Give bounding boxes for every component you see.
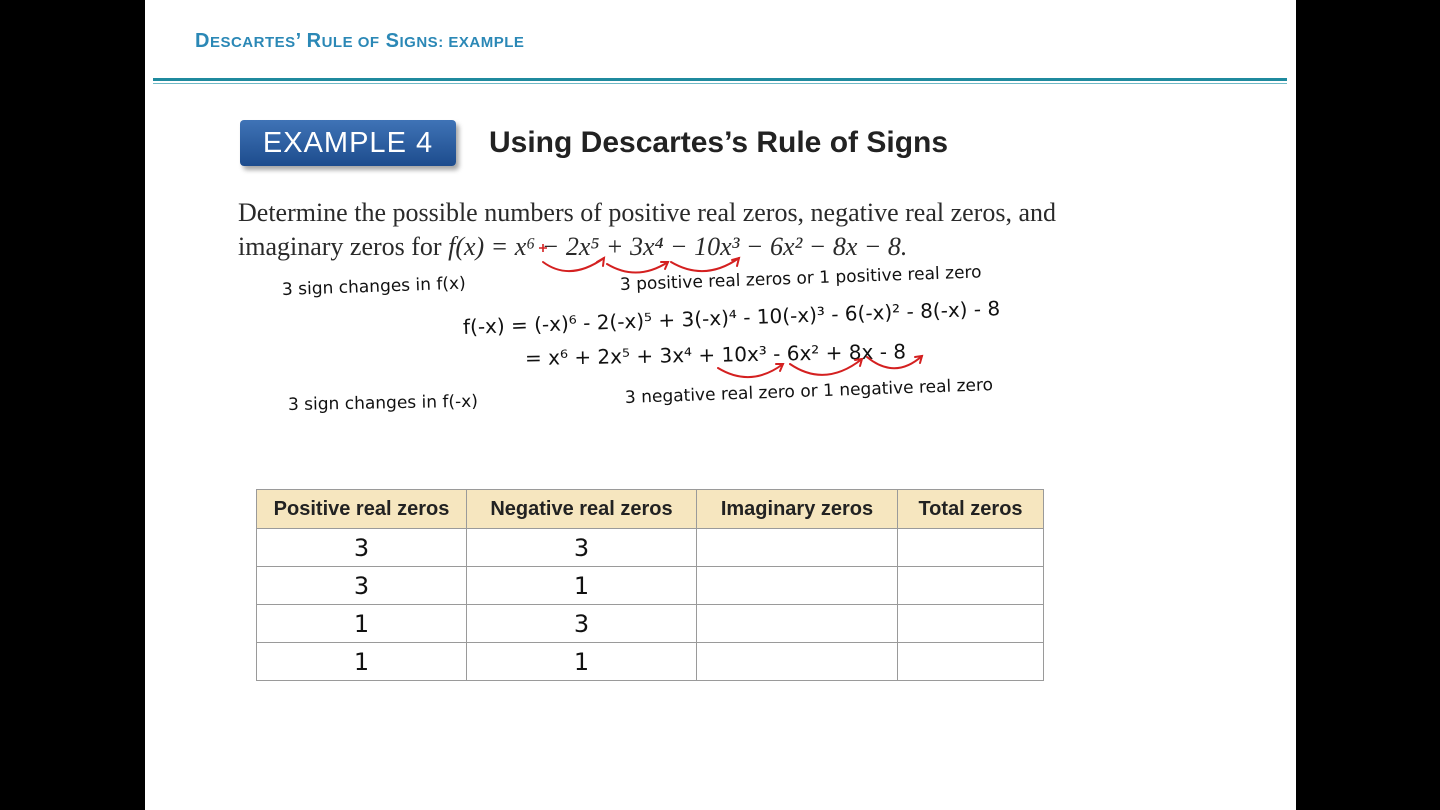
zeros-table bbox=[256, 489, 1044, 681]
cell-positive: 3 bbox=[257, 529, 467, 567]
cell-total bbox=[898, 605, 1044, 643]
cell-imaginary bbox=[697, 605, 898, 643]
cell-total bbox=[898, 529, 1044, 567]
handwritten-equation-simplified: = x⁶ + 2x⁵ + 3x⁴ + 10x³ - 6x² + 8x - 8 bbox=[524, 339, 907, 370]
title-part: D bbox=[195, 30, 210, 52]
handwritten-note-sign-changes-fx: 3 sign changes in f(x) bbox=[281, 273, 467, 300]
cell-imaginary bbox=[697, 529, 898, 567]
header-negative-real-zeros: Negative real zeros bbox=[467, 490, 697, 529]
cell-positive: 1 bbox=[257, 605, 467, 643]
polynomial: f(x) = x⁶ − 2x⁵ + 3x⁴ − 10x³ − 6x² − 8x − 8. bbox=[448, 232, 908, 261]
handwritten-equation-f-neg-x: f(-x) = (-x)⁶ - 2(-x)⁵ + 3(-x)⁴ - 10(-x)³ - 6(-x)² - 8(-x) - 8 bbox=[462, 296, 1001, 339]
cell-negative: 3 bbox=[467, 605, 697, 643]
cell-positive: 3 bbox=[257, 567, 467, 605]
problem-line-2 bbox=[238, 230, 1056, 264]
cell-imaginary bbox=[697, 643, 898, 681]
title-part: ESCARTES bbox=[209, 34, 296, 51]
problem-line-2-text: imaginary zeros for bbox=[238, 232, 449, 261]
example-title: Using Descartes’s Rule of Signs bbox=[489, 126, 949, 159]
cell-negative: 1 bbox=[467, 567, 697, 605]
cell-positive: 1 bbox=[257, 643, 467, 681]
cell-total bbox=[898, 643, 1044, 681]
cell-total bbox=[898, 567, 1044, 605]
title-divider-thin bbox=[153, 83, 1287, 84]
handwritten-note-negative-zeros: 3 negative real zero or 1 negative real zero bbox=[624, 375, 994, 408]
problem-statement bbox=[238, 196, 1056, 264]
cell-negative: 3 bbox=[467, 529, 697, 567]
header-imaginary-zeros: Imaginary zeros bbox=[697, 490, 898, 529]
table-row bbox=[257, 529, 1044, 567]
header-positive-real-zeros: Positive real zeros bbox=[257, 490, 467, 529]
title-divider bbox=[153, 78, 1287, 81]
title-part: : EXAMPLE bbox=[438, 34, 525, 51]
title-part: IGNS bbox=[399, 34, 439, 51]
title-part: ’ R bbox=[295, 30, 322, 52]
slide bbox=[145, 0, 1296, 810]
table-row bbox=[257, 643, 1044, 681]
header-total-zeros: Total zeros bbox=[898, 490, 1044, 529]
title-part: ULE OF bbox=[321, 34, 380, 51]
table-header-row bbox=[257, 490, 1044, 529]
problem-line-1: Determine the possible numbers of positive real zeros, negative real zeros, and bbox=[238, 198, 1056, 227]
cell-negative: 1 bbox=[467, 643, 697, 681]
arrow-head bbox=[915, 356, 922, 363]
title-part: S bbox=[379, 30, 400, 52]
example-badge: EXAMPLE 4 bbox=[240, 120, 456, 166]
table-row bbox=[257, 605, 1044, 643]
handwritten-note-sign-changes-f-neg-x: 3 sign changes in f(-x) bbox=[287, 391, 479, 415]
handwritten-note-positive-zeros: 3 positive real zeros or 1 positive real zero bbox=[619, 262, 982, 295]
table-row bbox=[257, 567, 1044, 605]
slide-title bbox=[195, 30, 524, 53]
cell-imaginary bbox=[697, 567, 898, 605]
